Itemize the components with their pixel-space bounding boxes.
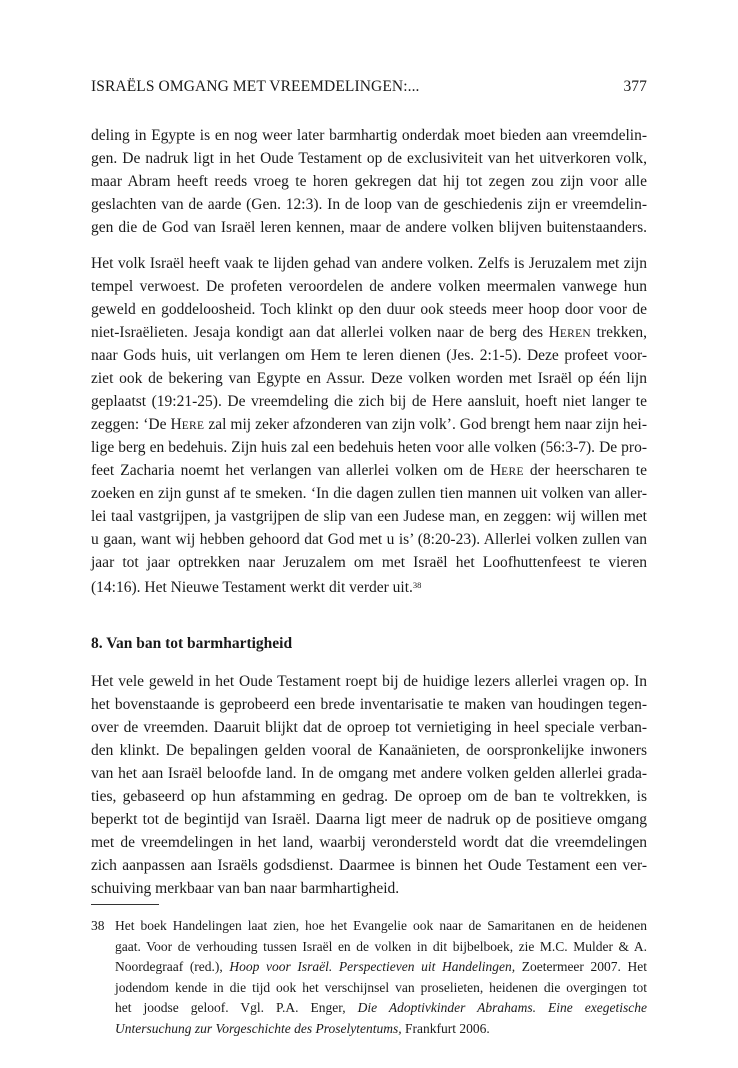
body-line: tempel verwoest. De profeten veroordelen de andere volken meermalen vanwege hun [91,278,647,295]
body-line: het bovenstaande is geprobeerd een brede inventarisatie te maken van houdingen tegen- [91,696,647,713]
body-line: lige berg en bedehuis. Zijn huis zal een bedehuis heten voor alle volken (56:3-7). De pro- [91,439,647,456]
body-line: zeggen: ‘De HERE zal mij zeker afzonderen van zijn volk’. God brengt hem naar zijn hei- [91,416,647,433]
footnote-divider [91,904,159,905]
footnote-line: Noordegraaf (red.), Hoop voor Israël. Perspectieven uit Handelingen, Zoetermeer 2007. Het [115,959,647,974]
footnote-line: Het boek Handelingen laat zien, hoe het Evangelie ook naar de Samaritanen en de heidenen [115,918,647,933]
body-line: u gaan, want wij hebben gehoord dat God met u is’ (8:20-23). Allerlei volken zullen van [91,531,647,548]
body-line: ties, gebaseerd op hun afstamming en gedrag. De oproep om de ban te voltrekken, is [91,788,647,805]
section-heading: 8. Van ban tot barmhartigheid [91,635,293,652]
body-line: niet-Israëlieten. Jesaja kondigt aan dat allerlei volken naar de berg des HEREN trekken, [91,324,647,341]
body-line: zoeken en zijn gunst af te smeken. ‘In die dagen zullen tien mannen uit volken van aller- [91,485,647,502]
body-line: gen die de God van Israël leren kennen, maar de andere volken blijven buitenstaanders. [91,219,647,236]
page-number: 377 [623,78,647,95]
body-line: jaar tot jaar optrekken naar Jeruzalem om met Israël het Loofhuttenfeest te vieren [91,554,647,571]
footnote-line: gaat. Voor de verhouding tussen Israël en de volken in dit bijbelboek, zie M.C. Mulder & A. [115,938,647,954]
footnote-line: het joodse geloof. Vgl. P.A. Enger, Die Adoptivkinder Abrahams. Eine exegetische [115,1000,647,1015]
body-line: feet Zacharia noemt het verlangen van allerlei volken om de HERE der heerscharen te [91,462,647,479]
footnote-reference[interactable]: 38 [412,580,422,590]
footnote-line: jodendom kende in die tijd ook het verschijnsel van proselieten, heidenen die overgingen tot [115,979,647,995]
running-title: ISRAËLS OMGANG MET VREEMDELINGEN:... [91,78,420,95]
body-line: ziet ook de bekering van Egypte en Assur. Deze volken worden met Israël op één lijn [91,370,647,387]
body-line: geweld en goddeloosheid. Toch klinkt op den duur ook steeds meer hoop door voor de [91,301,647,318]
small-caps: ERE [501,466,524,478]
body-line: schuiving merkbaar van ban naar barmhartigheid. [91,880,400,897]
small-caps: ERE [181,420,205,432]
body-line: maar Abram heeft reeds vroeg te horen gekregen dat hij tot zegen zou zijn voor alle [91,173,647,190]
footnote-line: Untersuchung zur Vorgeschichte des Proselytentums, Frankfurt 2006. [115,1020,490,1036]
body-line: Het vele geweld in het Oude Testament roept bij de huidige lezers allerlei vragen op. In [91,673,647,690]
body-line: lei taal vastgrijpen, ja vastgrijpen de slip van een Judese man, en zeggen: wij willen met [91,508,647,525]
body-line: gen. De nadruk ligt in het Oude Testament op de exclusiviteit van het uitverkoren volk, [91,150,647,167]
body-line: zich aanpassen aan Israëls godsdienst. Daarmee is binnen het Oude Testament een ver- [91,857,647,874]
body-line: Het volk Israël heeft vaak te lijden gehad van andere volken. Zelfs is Jeruzalem met zijn [91,255,647,272]
body-line: deling in Egypte is en nog weer later barmhartig onderdak moet bieden aan vreemdelin- [91,127,647,144]
body-line: geplaatst (19:21-25). De vreemdeling die zich bij de Here aansluit, hoeft niet langer te [91,393,647,410]
body-line: van het aan Israël beloofde land. In de omgang met andere volken gelden allerlei grada- [91,765,647,782]
body-line: (14:16). Het Nieuwe Testament werkt dit verder uit.$^{38}$ [91,579,422,596]
body-line: beperkt tot de begintijd van Israël. Daarna ligt meer de nadruk op de positieve omgang [91,811,647,828]
small-caps: EREN [559,328,592,340]
footnote-number: 38 [91,918,105,933]
body-line: over de vreemden. Daaruit blijkt dat de oproep tot vernietiging in heel speciale verban- [91,719,647,736]
body-line: met de vreemdelingen in het land, waarbij verondersteld wordt dat die vreemdelingen [91,834,647,851]
body-line: geslachten van de aarde (Gen. 12:3). In de loop van de geschiedenis zijn er vreemdelin- [91,196,647,213]
body-line: den klinkt. De bepalingen gelden vooral de Kanaänieten, de oorspronkelijke inwoners [91,742,647,759]
body-line: naar Gods huis, uit verlangen om Hem te leren dienen (Jes. 2:1-5). Deze profeet voor- [91,347,647,364]
